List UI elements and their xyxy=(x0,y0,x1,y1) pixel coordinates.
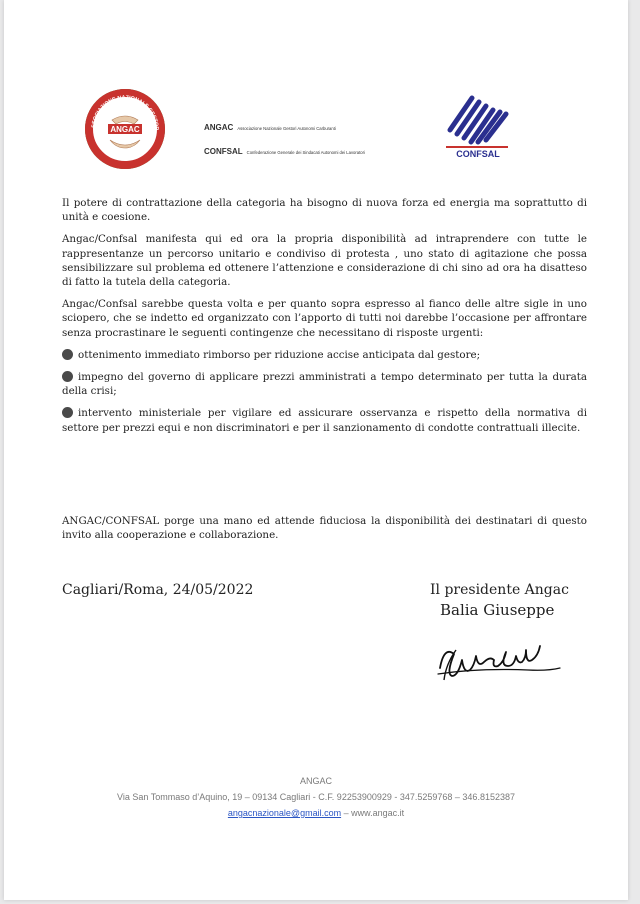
closing-paragraph: ANGAC/CONFSAL porge una mano ed attende fiduciosa la disponibilità dei destinatari di questo invito alla cooperazione e collaborazione. xyxy=(62,515,587,542)
letter-body xyxy=(62,196,587,443)
angac-logo xyxy=(84,88,166,170)
header-desc: Confederazione Generale dei Sindacati Autonomi dei Lavoratori xyxy=(246,150,365,155)
signatory-name: Balia Giuseppe xyxy=(440,601,555,619)
header-line-confsal xyxy=(204,141,365,159)
place-date: Cagliari/Roma, 24/05/2022 xyxy=(62,582,254,598)
bullet-item: ottenimento immediato rimborso per riduzione accise anticipata dal gestore; xyxy=(62,348,587,362)
paragraph-3: Angac/Confsal sarebbe questa volta e per quanto sopra espresso al fianco delle altre sigle in uno sciopero, che se indetto ed organizzato con l’apporto di tutti noi darebbe l’occasione per affrontare senza procrastinare le seguenti contingenze che necessitano di risposte urgenti: xyxy=(62,298,587,339)
header-desc: Associazione Nazionale Gestori Autonomi Carburanti xyxy=(237,126,336,131)
website-text: www.angac.it xyxy=(351,808,405,818)
confsal-logo xyxy=(440,90,516,160)
document-page xyxy=(4,0,628,900)
paragraph-1: Il potere di contrattazione della categoria ha bisogno di nuova forza ed energia ma soprattutto di unità e coesione. xyxy=(62,197,587,224)
bullet-icon xyxy=(62,371,73,382)
bullet-item: impegno del governo di applicare prezzi amministrati a tempo determinato per tutta la durata della crisi; xyxy=(62,371,587,398)
header-line-angac xyxy=(204,117,336,135)
logo-arc-top-text: SSOCIAZIONE NAZIONALE GESTOR xyxy=(90,94,160,131)
confsal-logo-label: CONFSAL xyxy=(456,149,500,159)
bullet-icon xyxy=(62,407,73,418)
footer-contacts xyxy=(4,808,628,818)
footer-org: ANGAC xyxy=(299,776,332,786)
footer-separator: – xyxy=(341,808,352,818)
signatory-title: Il presidente Angac xyxy=(430,582,569,598)
header-key: CONFSAL xyxy=(204,147,243,156)
email-link[interactable]: angacnazionale@gmail.com xyxy=(227,808,342,818)
footer-address: Via San Tommaso d’Aquino, 19 – 09134 Cagliari - C.F. 92253900929 - 347.5259768 – 346.8152387 xyxy=(117,792,515,802)
paragraph-2: Angac/Confsal manifesta qui ed ora la propria disponibilità ad intraprendere con tutte le rappresentanze un percorso unitario e condiviso di protesta , uno stato di agitazione che possa sensibilizzare sul problema ed ottenere l’attenzione e considerazione di chi sino ad ora ha disatteso di fatto la tutela della categoria. xyxy=(62,233,587,289)
logo-center-text: ANGAC xyxy=(110,125,140,134)
bullet-icon xyxy=(62,349,73,360)
handwritten-signature xyxy=(434,640,564,690)
logo-arc-bottom-text: AUTONOMI CARBURANTI xyxy=(97,140,153,163)
header-key: ANGAC xyxy=(204,123,234,132)
bullet-item: intervento ministeriale per vigilare ed assicurare osservanza e rispetto della normativa di settore per prezzi equi e non discriminatori e per il sanzionamento di condotte contrattuali illecite. xyxy=(62,407,587,434)
